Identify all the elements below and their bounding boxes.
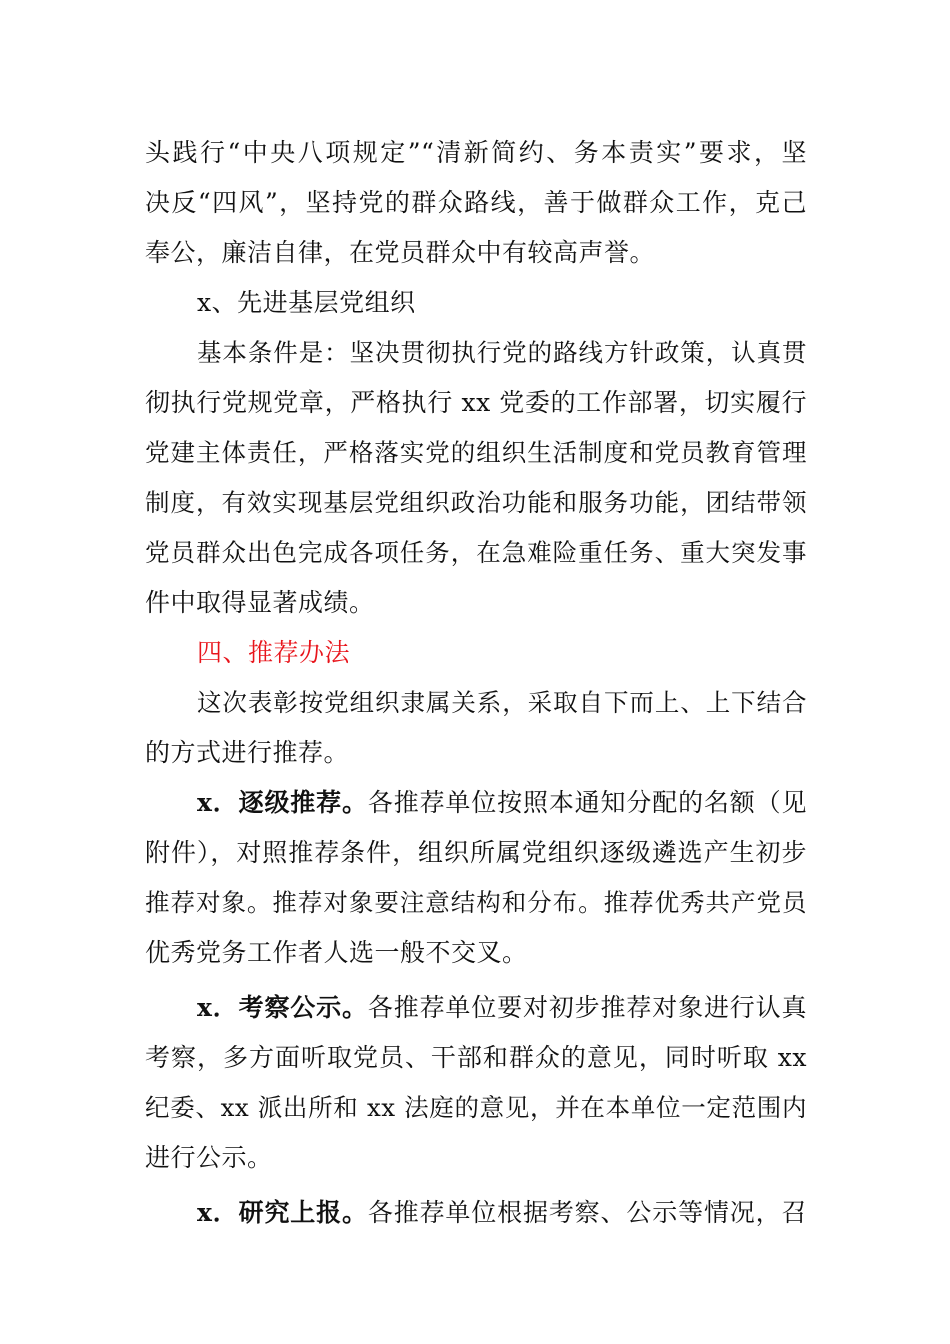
paragraph-2-line-6: 件中取得显著成绩。 bbox=[145, 588, 375, 617]
item-3-title: x．研究上报。 bbox=[197, 1198, 368, 1227]
item-2-line-3: 纪委、xx 派出所和 xx 法庭的意见，并在本单位一定范围内 bbox=[145, 1093, 807, 1122]
paragraph-3-line-1: 这次表彰按党组织隶属关系，采取自下而上、上下结合 bbox=[197, 688, 807, 717]
item-1-line-3: 推荐对象。推荐对象要注意结构和分布。推荐优秀共产党员 bbox=[145, 888, 807, 917]
paragraph-1-line-3: 奉公，廉洁自律，在党员群众中有较高声誉。 bbox=[145, 238, 656, 267]
subheading-advanced-party-org: x、先进基层党组织 bbox=[197, 288, 416, 317]
item-1-line-1-text: 各推荐单位按照本通知分配的名额（见 bbox=[367, 788, 807, 817]
section-4-heading: 四、推荐办法 bbox=[197, 638, 351, 667]
paragraph-2-line-5: 党员群众出色完成各项任务，在急难险重任务、重大突发事 bbox=[145, 538, 807, 567]
item-1-line-1 bbox=[197, 778, 807, 828]
paragraph-2-line-3: 党建主体责任，严格落实党的组织生活制度和党员教育管理 bbox=[145, 438, 807, 467]
paragraph-2-line-2: 彻执行党规党章，严格执行 xx 党委的工作部署，切实履行 bbox=[145, 388, 807, 417]
paragraph-2-line-1: 基本条件是：坚决贯彻执行党的路线方针政策，认真贯 bbox=[197, 338, 807, 367]
item-2-title: x．考察公示。 bbox=[197, 993, 368, 1022]
item-3-line-1-text: 各推荐单位根据考察、公示等情况，召 bbox=[367, 1198, 807, 1227]
item-2-line-2: 考察，多方面听取党员、干部和群众的意见，同时听取 xx bbox=[145, 1043, 807, 1072]
item-1-line-2: 附件），对照推荐条件，组织所属党组织逐级遴选产生初步 bbox=[145, 838, 807, 867]
item-2-line-4: 进行公示。 bbox=[145, 1143, 273, 1172]
paragraph-2-line-4: 制度，有效实现基层党组织政治功能和服务功能，团结带领 bbox=[145, 488, 807, 517]
paragraph-1-line-1: 头践行“中央八项规定”“清新简约、务本责实”要求，坚 bbox=[145, 138, 807, 167]
item-3-line-1 bbox=[197, 1188, 807, 1238]
item-1-title: x．逐级推荐。 bbox=[197, 788, 368, 817]
item-1-line-4: 优秀党务工作者人选一般不交叉。 bbox=[145, 938, 528, 967]
item-2-line-1 bbox=[197, 983, 807, 1033]
paragraph-3-line-2: 的方式进行推荐。 bbox=[145, 738, 350, 767]
item-2-line-1-text: 各推荐单位要对初步推荐对象进行认真 bbox=[367, 993, 807, 1022]
paragraph-1-line-2: 决反“四风”，坚持党的群众路线，善于做群众工作，克己 bbox=[145, 188, 807, 217]
